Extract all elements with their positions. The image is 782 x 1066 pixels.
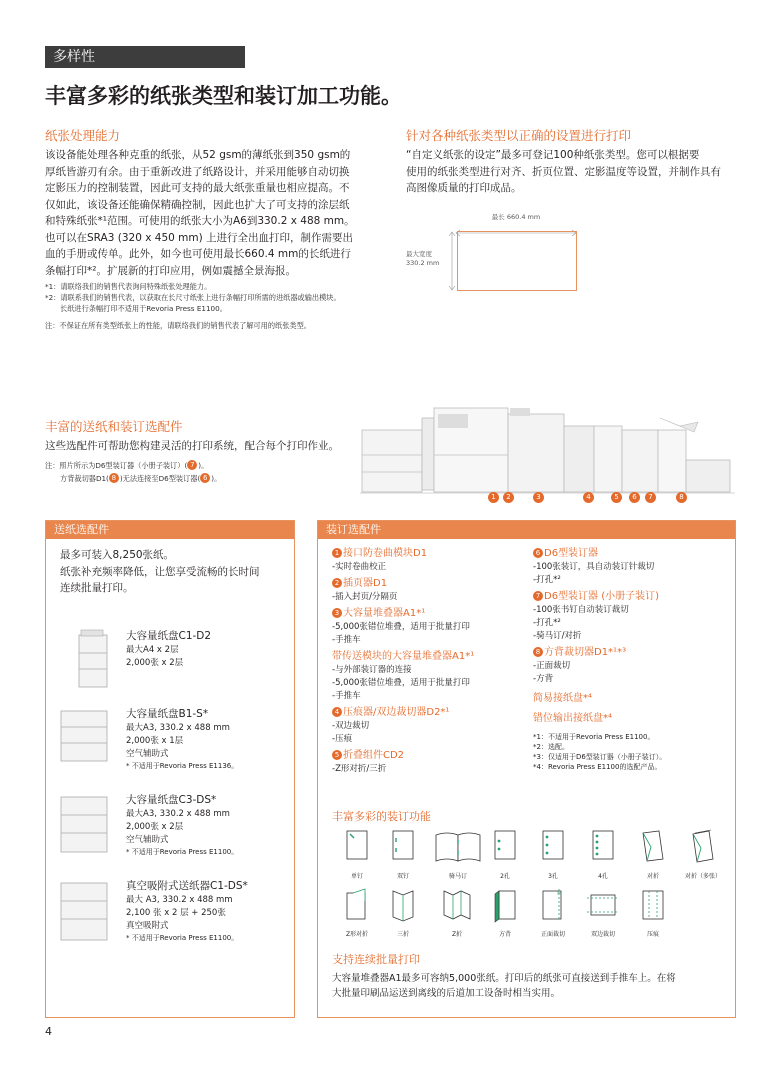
- body-line: 定影压力的控制装置，因此可支持的最大纸张重量也相应提高。不: [45, 182, 350, 194]
- tray-spec: 2,000张 x 2层: [126, 822, 184, 832]
- function-item: [480, 887, 530, 938]
- option-feature: -手推车: [332, 635, 361, 645]
- max-width-label: [406, 250, 451, 268]
- tray-note: * 不适用于Revoria Press E1136。: [126, 762, 239, 770]
- function-item: [578, 829, 628, 880]
- number-badge: 6: [533, 548, 543, 558]
- number-badge: 7: [187, 460, 197, 470]
- function-item: [432, 887, 482, 938]
- max-length-label: 最长 660.4 mm: [491, 213, 541, 221]
- function-item: [378, 887, 428, 938]
- option-title: 错位输出接纸盘*⁴: [533, 713, 613, 724]
- option-feature: -5,000张错位堆叠，适用于批量打印: [332, 678, 470, 688]
- option-feature: -100张书钉自动装订裁切: [533, 605, 629, 615]
- option-title: 插页器D1: [343, 578, 388, 589]
- bulk-body: [332, 971, 732, 1001]
- machine-number-1: 1: [488, 492, 499, 503]
- number-badge: 7: [533, 591, 543, 601]
- finishing-right-column: [533, 547, 733, 772]
- option-title: 带传送模块的大容量堆叠器A1*¹: [332, 651, 475, 662]
- option-feature: -与外部装订器的连接: [332, 665, 412, 675]
- max-width-arrow: [448, 231, 456, 291]
- intro-line: 连续批量打印。: [60, 582, 134, 594]
- tray-b1-s-illustration: [60, 709, 110, 768]
- page-headline: 丰富多彩的纸张类型和装订加工功能。: [45, 84, 402, 108]
- function-label: 2孔: [500, 873, 510, 880]
- option-item: [332, 749, 532, 776]
- double-staple-icon: [389, 829, 417, 865]
- machine-number-3: 3: [533, 492, 544, 503]
- tray-spec: 空气辅助式: [126, 749, 169, 759]
- tray-spec: 真空吸附式: [126, 921, 169, 931]
- paper-handling-notes: [45, 281, 405, 331]
- option-title: 接口防卷曲模块D1: [343, 548, 428, 559]
- option-item: [533, 590, 733, 643]
- four-hole-icon: [589, 829, 617, 865]
- function-label: 单钉: [350, 873, 363, 880]
- option-feature: -正面裁切: [533, 661, 571, 671]
- tray-spec: 最大A3, 330.2 x 488 mm: [126, 809, 230, 819]
- body-line: “自定义纸张的设定”最多可登记100种纸张类型。您可以根据要: [406, 149, 700, 161]
- body-line: 仅如此，该设备还能确保精确控制，因此也扩大了可支持的涂层纸: [45, 198, 350, 211]
- tray-note: * 不适用于Revoria Press E1100。: [126, 934, 239, 942]
- option-title: 折叠组件CD2: [343, 750, 405, 761]
- finishing-panel-header: 装订选配件: [318, 521, 735, 539]
- bulk-title: 支持连续批量打印: [332, 953, 420, 966]
- tray-c1-ds-illustration: [60, 881, 110, 947]
- z-fold-half-icon: [343, 887, 371, 923]
- bi-fold-icon: [639, 829, 667, 865]
- footnote: *1：请联络我们的销售代表询问特殊纸张处理能力。: [45, 282, 212, 291]
- footnote: *2：请联系我们的销售代表，以获取在长尺寸纸张上进行条幅打印所需的进纸器或输出模块。: [45, 293, 341, 302]
- finishing-left-column: [332, 547, 532, 776]
- tray-name: 大容量纸盘C3-DS*: [126, 794, 217, 806]
- body-line: 条幅打印*²。扩展新的打印应用，例如震撼全景海报。: [45, 264, 296, 277]
- option-item: [533, 646, 733, 686]
- z-fold-icon: [441, 887, 473, 923]
- machine-number-5: 5: [611, 492, 622, 503]
- two-hole-icon: [491, 829, 519, 865]
- bulk-line: 大批量印刷品运送到离线的后道加工设备时相当实用。: [332, 988, 561, 999]
- option-title: D6型装订器: [544, 548, 599, 559]
- tri-fold-icon: [389, 887, 417, 923]
- option-item: [332, 650, 532, 703]
- body-line: 使用的纸张类型进行对齐、折页位置、定影温度等设置，并制作具有: [406, 165, 721, 178]
- max-width-value: 330.2 mm: [406, 259, 440, 267]
- tray-spec: 2,100 张 x 2 层 + 250张: [126, 908, 226, 918]
- max-width-text: 最大宽度: [406, 250, 432, 258]
- options-body: 这些选配件可帮助您构建灵活的打印系统，配合每个打印作业。: [45, 440, 339, 452]
- options-notes: [45, 459, 221, 485]
- number-badge: 2: [332, 578, 342, 588]
- finishing-options-panel: [317, 520, 736, 1018]
- max-length-arrow: [455, 222, 577, 230]
- tray-c3-ds-info: [126, 793, 238, 858]
- function-label: Z形对折: [345, 931, 369, 938]
- function-label: 压痕: [646, 931, 659, 938]
- function-label: Z折: [451, 931, 463, 938]
- number-badge: 5: [332, 750, 342, 760]
- tray-spec: 最大A4 x 2层: [126, 645, 179, 655]
- footnote: *2：选配。: [533, 743, 569, 751]
- option-feature: -双边裁切: [332, 721, 370, 731]
- settings-body: [406, 147, 746, 197]
- function-label: 正面裁切: [540, 931, 565, 938]
- number-badge: 3: [332, 608, 342, 618]
- page-number: 4: [45, 1025, 52, 1038]
- note-text: 注：照片所示为D6型装订器（小册子装订）(: [45, 461, 188, 470]
- tray-c1-d2-info: [126, 629, 211, 670]
- body-line: 血的手册或传单。此外，如今也可使用最长660.4 mm的长纸进行: [45, 248, 351, 260]
- footnote: *1：不适用于Revoria Press E1100。: [533, 733, 655, 741]
- tray-name: 大容量纸盘B1-S*: [126, 708, 209, 720]
- note-text: )。: [211, 474, 222, 483]
- number-badge: 1: [332, 548, 342, 558]
- option-feature: -Z形对折/三折: [332, 764, 387, 774]
- option-feature: -插入封页/分隔页: [332, 592, 398, 602]
- function-label: 双钉: [396, 873, 409, 880]
- single-staple-icon: [343, 829, 371, 865]
- section-tag: 多样性: [45, 46, 245, 68]
- body-line: 和特殊纸张*¹范围。可使用的纸张大小为A6到330.2 x 488 mm。: [45, 215, 355, 227]
- footnote: 长纸进行条幅打印不适用于Revoria Press E1100。: [60, 304, 227, 313]
- function-label: 3孔: [548, 873, 558, 880]
- machine-number-2: 2: [503, 492, 514, 503]
- option-item: [332, 607, 532, 647]
- option-feature: -100张装订，具自动装订针裁切: [533, 562, 655, 572]
- function-label: 对折: [646, 873, 659, 880]
- function-item: [628, 829, 678, 880]
- tray-spec: 2,000张 x 1层: [126, 736, 184, 746]
- three-hole-icon: [539, 829, 567, 865]
- tray-spec: 空气辅助式: [126, 835, 169, 845]
- note-text: )无法连接至D6型装订器(: [119, 474, 201, 483]
- option-title: 简易接纸盘*⁴: [533, 693, 593, 704]
- crease-icon: [639, 887, 667, 923]
- tray-c1-d2-illustration: [78, 629, 108, 693]
- saddle-stitch-icon: [433, 829, 483, 865]
- function-item: [528, 829, 578, 880]
- tray-note: * 不适用于Revoria Press E1100。: [126, 848, 239, 856]
- tray-c1-ds-info: [126, 879, 248, 944]
- note-text: 方背裁切器D1(: [60, 474, 109, 483]
- tray-c3-ds-illustration: [60, 795, 110, 859]
- function-label: 4孔: [598, 873, 608, 880]
- tray-name: 大容量纸盘C1-D2: [126, 630, 212, 642]
- option-feature: -方背: [533, 674, 554, 684]
- options-note-2: [45, 472, 221, 485]
- finishing-notes: [533, 732, 733, 772]
- function-item: [428, 829, 488, 880]
- number-badge: 8: [109, 473, 119, 483]
- number-badge: 4: [332, 707, 342, 717]
- footnote: *3：仅适用于D6型装订器（小册子装订）。: [533, 753, 667, 761]
- square-back-icon: [491, 887, 519, 923]
- number-badge: 8: [533, 647, 543, 657]
- option-feature: -实时卷曲校正: [332, 562, 387, 572]
- body-line: 也可以在SRA3 (320 x 450 mm) 上进行全出血打印，制作需要出: [45, 231, 354, 244]
- function-label: 方背: [498, 931, 511, 938]
- tray-b1-s-info: [126, 707, 238, 772]
- footnote: 注：不保证在所有类型纸张上的性能，请联络我们的销售代表了解可用的纸张类型。: [45, 321, 311, 330]
- option-feature: -打孔*²: [533, 575, 561, 585]
- functions-title: 丰富多彩的装订功能: [332, 810, 431, 823]
- function-item: [578, 887, 628, 938]
- option-title: D6型装订器 (小册子装订): [544, 591, 660, 602]
- option-feature: -打孔*²: [533, 618, 561, 628]
- option-feature: -5,000张错位堆叠，适用于批量打印: [332, 622, 470, 632]
- tray-spec: 最大 A3, 330.2 x 488 mm: [126, 895, 233, 905]
- function-item: [528, 887, 578, 938]
- option-item: [332, 547, 532, 574]
- function-label: 三折: [396, 931, 409, 938]
- production-press-illustration: [360, 400, 740, 505]
- function-item: [480, 829, 530, 880]
- option-item: [533, 547, 733, 587]
- body-line: 厚纸皆游刃有余。由于重新改进了纸路设计，并采用能够自动切换: [45, 165, 350, 178]
- face-trim-icon: [539, 887, 567, 923]
- body-line: 该设备能处理各种克重的纸张，从52 gsm的薄纸张到350 gsm的: [45, 149, 351, 161]
- note-text: )。: [198, 461, 209, 470]
- option-title: 大容量堆叠器A1*¹: [343, 608, 426, 619]
- function-item: [332, 887, 382, 938]
- machine-number-6: 6: [629, 492, 640, 503]
- option-title: 压痕器/双边裁切器D2*¹: [343, 707, 450, 718]
- function-label: 对折（多张）: [684, 873, 721, 880]
- option-item: [332, 577, 532, 604]
- multi-sheet-bi-fold-icon: [689, 829, 717, 865]
- option-feature: -手推车: [332, 691, 361, 701]
- option-feature: -压痕: [332, 734, 353, 744]
- footnote: *4：Revoria Press E1100的选配产品。: [533, 763, 662, 771]
- option-feature: -骑马订/对折: [533, 631, 582, 641]
- settings-title: 针对各种纸张类型以正确的设置进行打印: [406, 128, 632, 143]
- function-label: 双边裁切: [590, 931, 615, 938]
- paper-handling-body: [45, 147, 385, 279]
- feed-intro: [60, 547, 260, 597]
- paper-size-rectangle: [457, 231, 577, 291]
- tray-spec: 最大A3, 330.2 x 488 mm: [126, 723, 230, 733]
- number-badge: 6: [200, 473, 210, 483]
- two-sided-trim-icon: [585, 887, 621, 923]
- svg-text:✂: ✂: [557, 890, 563, 897]
- tray-name: 真空吸附式送纸器C1-DS*: [126, 880, 248, 892]
- function-item: [628, 887, 678, 938]
- tray-spec: 2,000张 x 2层: [126, 658, 184, 668]
- function-item: [678, 829, 728, 880]
- intro-line: 纸张补充频率降低，让您享受流畅的长时间: [60, 565, 260, 578]
- paper-handling-title: 纸张处理能力: [45, 128, 121, 143]
- function-label: 骑马订: [448, 873, 467, 880]
- options-title: 丰富的送纸和装订选配件: [45, 419, 183, 434]
- body-line: 高图像质量的打印成品。: [406, 182, 522, 194]
- bulk-line: 大容量堆叠器A1最多可容纳5,000张纸。打印后的纸张可直接送到手推车上。在将: [332, 973, 676, 984]
- machine-number-4: 4: [583, 492, 594, 503]
- option-title: 方背裁切器D1*¹*³: [544, 647, 627, 658]
- functions-grid: [332, 829, 732, 959]
- function-item: [332, 829, 382, 880]
- function-item: [378, 829, 428, 880]
- option-item: [332, 706, 532, 746]
- feed-panel-header: 送纸选配件: [46, 521, 294, 539]
- options-note-1: [45, 459, 221, 472]
- feed-options-panel: [45, 520, 295, 1018]
- intro-line: 最多可装入8,250张纸。: [60, 549, 175, 561]
- machine-number-8: 8: [676, 492, 687, 503]
- machine-number-7: 7: [645, 492, 656, 503]
